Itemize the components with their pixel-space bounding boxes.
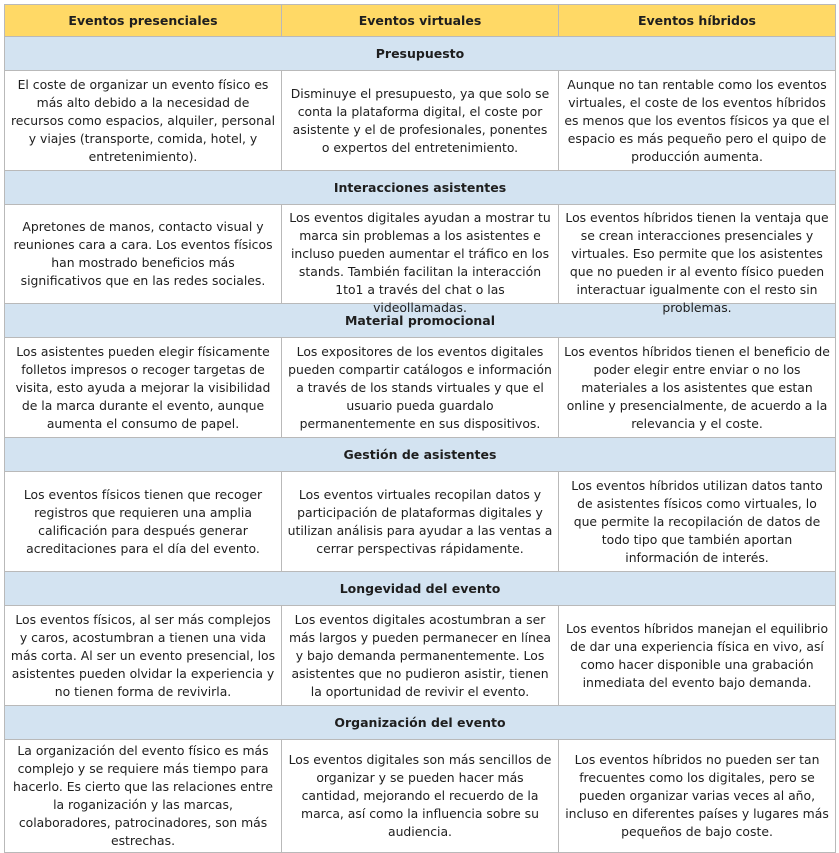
comparison-table <box>4 4 836 853</box>
cell-text: Los eventos híbridos tienen la ventaja que se crean interacciones presenciales y virtuales. Eso permite que los asistentes que no pueden ir al evento físico pueden interactuar igualmente con el resto sin problemas. <box>565 210 829 315</box>
section-row-gestion <box>5 438 836 472</box>
cell-hibridos: Los eventos híbridos no pueden ser tan frecuentes como los digitales, pero se pueden organizar varias veces al año, incluso en diferentes países y lugares más pequeños de bajo coste. <box>559 740 836 853</box>
section-row-presupuesto <box>5 37 836 71</box>
cell-presenciales <box>5 205 282 304</box>
cell-virtuales: Los eventos digitales son más sencillos de organizar y se pueden hacer más cantidad, mejorando el recuerdo de la marca, así como la influencia sobre su audiencia. <box>282 740 559 853</box>
section-row-longevidad <box>5 572 836 606</box>
cell-presenciales: Los asistentes pueden elegir físicamente folletos impresos o recoger targetas de visita, esto ayuda a mejorar la visibilidad de la marca durante el evento, aunque aumenta el consumo de papel. <box>5 338 282 438</box>
cell-text: Los eventos digitales ayudan a mostrar tu marca sin problemas a los asistentes e incluso pueden aumentar el tráfico en los stands. También facilitan la interacción 1to1 a través del chat o las videollamadas. <box>289 210 551 315</box>
section-row-interacciones <box>5 171 836 205</box>
content-row-material <box>5 338 836 438</box>
header-hibridos: Eventos híbridos <box>559 5 836 37</box>
cell-presenciales: Los eventos físicos tienen que recoger registros que requieren una amplia calificación para después generar acreditaciones para el día del evento. <box>5 472 282 572</box>
cell-virtuales: Los eventos virtuales recopilan datos y participación de plataformas digitales y utilizan análisis para ayudar a las ventas a cerrar perspectivas rápidamente. <box>282 472 559 572</box>
cell-hibridos: Aunque no tan rentable como los eventos virtuales, el coste de los eventos híbridos es menos que los eventos físicos ya que el espacio es más pequeño pero el quipo de producción aumenta. <box>559 71 836 171</box>
section-title: Longevidad del evento <box>5 572 836 606</box>
content-row-interacciones <box>5 205 836 304</box>
cell-hibridos: Los eventos híbridos tienen el beneficio de poder elegir entre enviar o no los materiales a los asistentes que estan online y presencialmente, de acuerdo a la relevancia y el coste. <box>559 338 836 438</box>
content-row-longevidad <box>5 606 836 706</box>
cell-presenciales: Los eventos físicos, al ser más complejos y caros, acostumbran a tienen una vida más corta. Al ser un evento presencial, los asistentes pueden olvidar la experiencia y no tienen forma de revivirla. <box>5 606 282 706</box>
cell-hibridos <box>559 205 836 315</box>
section-title: Presupuesto <box>5 37 836 71</box>
content-row-presupuesto <box>5 71 836 171</box>
header-virtuales: Eventos virtuales <box>282 5 559 37</box>
cell-hibridos: Los eventos híbridos utilizan datos tanto de asistentes físicos como virtuales, lo que permite la recopilación de datos de todo tipo que también aportan información de interés. <box>559 472 836 572</box>
cell-virtuales <box>282 205 559 315</box>
header-row <box>5 5 836 37</box>
section-title: Gestión de asistentes <box>5 438 836 472</box>
cell-presenciales: La organización del evento físico es más complejo y se requiere más tiempo para hacerlo. Es cierto que las relaciones entre la roganización y las marcas, colaboradores, patrocinadores, son más estrechas. <box>5 740 282 853</box>
section-row-organizacion <box>5 706 836 740</box>
cell-text: Apretones de manos, contacto visual y reuniones cara a cara. Los eventos físicos han mostrado beneficios más significativos que en las redes sociales. <box>13 219 273 288</box>
cell-virtuales: Los expositores de los eventos digitales pueden compartir catálogos e información a través de los stands virtuales y que el usuario pueda guardalo permanentemente en sus dispositivos. <box>282 338 559 438</box>
content-row-organizacion <box>5 740 836 853</box>
section-title: Material promocional <box>5 304 836 338</box>
cell-presenciales: El coste de organizar un evento físico es más alto debido a la necesidad de recursos como espacios, alquiler, personal y viajes (transporte, comida, hotel, y entretenimiento). <box>5 71 282 171</box>
content-row-gestion <box>5 472 836 572</box>
cell-hibridos: Los eventos híbridos manejan el equilibrio de dar una experiencia física en vivo, así como hacer disponible una grabación inmediata del evento bajo demanda. <box>559 606 836 706</box>
section-title: Organización del evento <box>5 706 836 740</box>
section-title: Interacciones asistentes <box>5 171 836 205</box>
cell-virtuales: Los eventos digitales acostumbran a ser más largos y pueden permanecer en línea y bajo demanda permanentemente. Los asistentes que no pudieron asistir, tienen la oportunidad de revivir el evento. <box>282 606 559 706</box>
cell-virtuales: Disminuye el presupuesto, ya que solo se conta la plataforma digital, el coste por asistente y el de profesionales, ponentes o expertos del entretenimiento. <box>282 71 559 171</box>
header-presenciales: Eventos presenciales <box>5 5 282 37</box>
